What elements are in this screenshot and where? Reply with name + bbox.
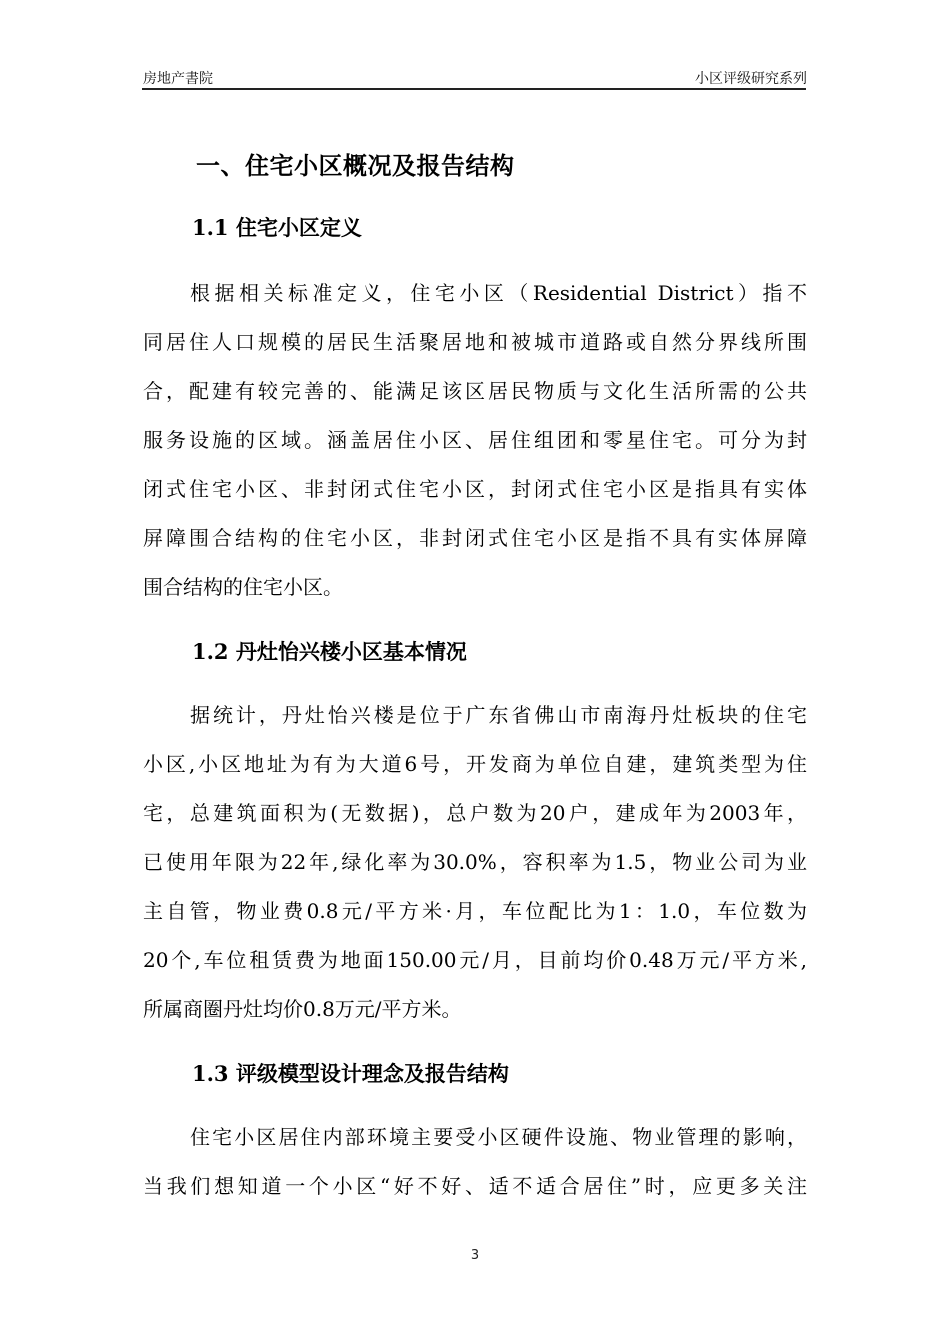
paragraph-line: 小区,小区地址为有为大道6号，开发商为单位自建，建筑类型为住 [143, 752, 807, 776]
paragraph-line: 合，配建有较完善的、能满足该区居民物质与文化生活所需的公共 [143, 379, 807, 403]
paragraph-line: 屏障围合结构的住宅小区，非封闭式住宅小区是指不具有实体屏障 [143, 526, 807, 550]
header-publisher: 房地产書院 [143, 71, 213, 87]
header-series-title: 小区评级研究系列 [695, 71, 807, 87]
paragraph-line: 所属商圈丹灶均价0.8万元/平方米。 [143, 997, 462, 1021]
paragraph-line: 服务设施的区域。涵盖居住小区、居住组团和零星住宅。可分为封 [143, 428, 807, 452]
paragraph-line: 闭式住宅小区、非封闭式住宅小区，封闭式住宅小区是指具有实体 [143, 477, 807, 501]
paragraph-line: 20个,车位租赁费为地面150.00元/月，目前均价0.48万元/平方米, [143, 948, 807, 972]
paragraph-line: 同居住人口规模的居民生活聚居地和被城市道路或自然分界线所围 [143, 330, 807, 354]
section-heading-1-1: 1.1 住宅小区定义 [192, 215, 362, 240]
section-heading-1-2: 1.2 丹灶怡兴楼小区基本情况 [192, 639, 467, 664]
page-number: 3 [470, 1248, 480, 1263]
paragraph-line: 宅，总建筑面积为(无数据)，总户数为20户，建成年为2003年， [143, 801, 807, 825]
paragraph-line: 根据相关标准定义，住宅小区（Residential District）指不 [190, 281, 807, 305]
header-divider [142, 88, 806, 90]
chapter-title: 一、住宅小区概况及报告结构 [196, 151, 515, 180]
paragraph-line: 住宅小区居住内部环境主要受小区硬件设施、物业管理的影响， [190, 1125, 807, 1149]
paragraph-line: 主自管，物业费0.8元/平方米·月，车位配比为1：1.0，车位数为 [143, 899, 807, 923]
paragraph-line: 围合结构的住宅小区。 [143, 575, 343, 599]
paragraph-line: 当我们想知道一个小区“好不好、适不适合居住”时，应更多关注 [143, 1174, 807, 1198]
paragraph-line: 已使用年限为22年,绿化率为30.0%，容积率为1.5，物业公司为业 [143, 850, 807, 874]
paragraph-line: 据统计，丹灶怡兴楼是位于广东省佛山市南海丹灶板块的住宅 [190, 703, 807, 727]
section-heading-1-3: 1.3 评级模型设计理念及报告结构 [192, 1061, 509, 1086]
